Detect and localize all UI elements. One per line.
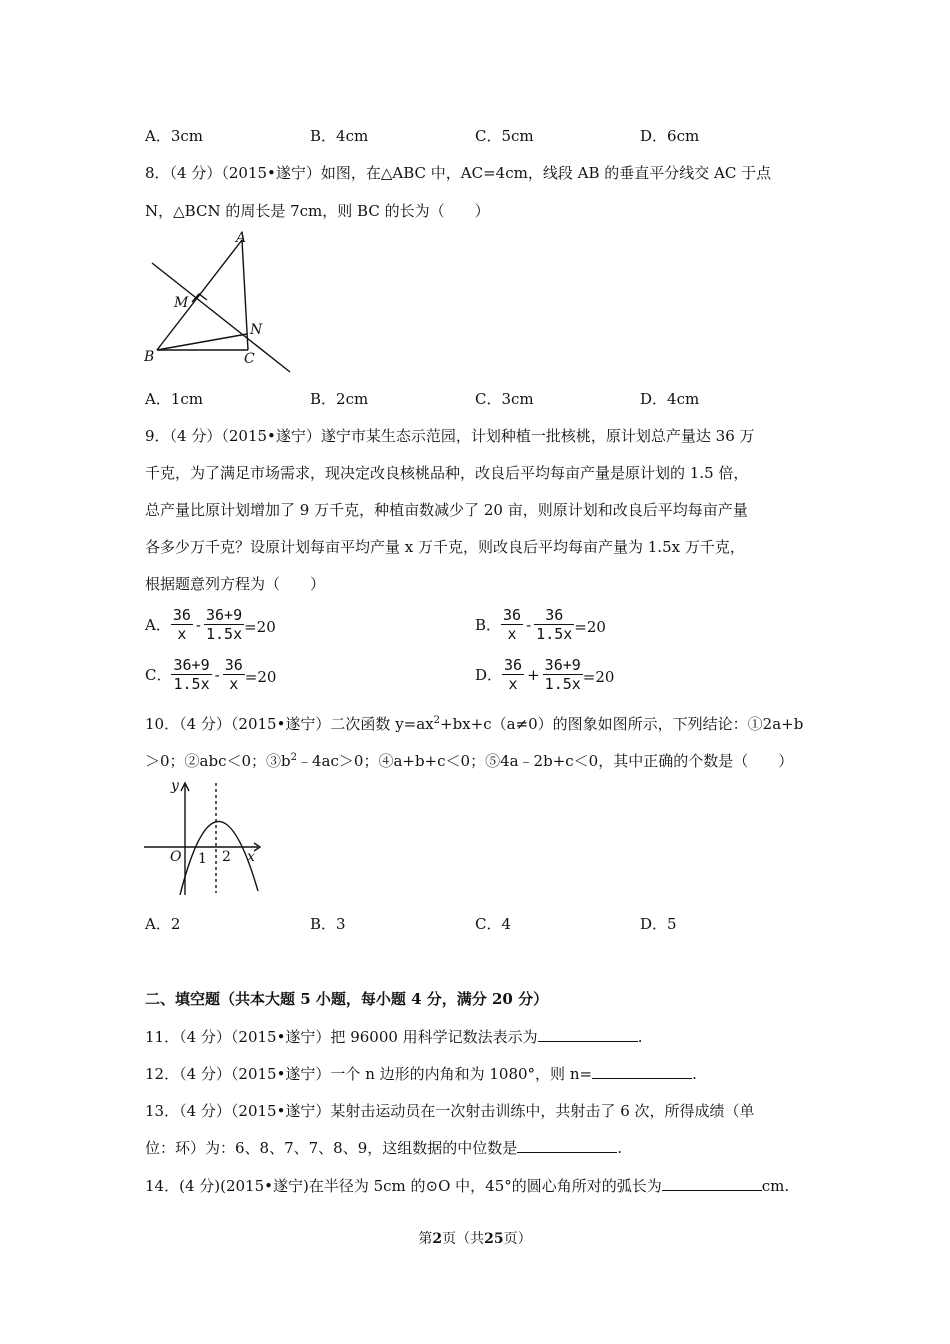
- q13-answer-blank[interactable]: [517, 1138, 617, 1153]
- q7-option-b: B．4cm: [310, 127, 369, 145]
- q9-stem-line4: 各多少万千克？设原计划每亩平均产量 x 万千克，则改良后平均每亩产量为 1.5x 万千克，: [145, 538, 745, 556]
- q8-stem-line2: N，△BCN 的周长是 7cm，则 BC 的长为（ ）: [145, 202, 490, 220]
- q9-option-b: B． $\frac{36}{x}$ - $\frac{36}{1.5x}$ =20: [475, 606, 606, 643]
- q10-stem-line2: ＞0；②abc＜0；$③b^2﹣4ac>0$；④a+b+c＜0；⑤4a﹣2b+c＜0，其中正确的个数是（ ）: [145, 752, 794, 770]
- label-y: y: [171, 778, 179, 794]
- q9-stem-line2: 千克，为了满足市场需求，现决定改良核桃品种，改良后平均每亩产量是原计划的 1.5 倍，: [145, 464, 749, 482]
- q8-option-a: A．1cm: [145, 390, 204, 408]
- segment-ac: [242, 240, 248, 350]
- q13-stem-line2: 位：环）为：6、8、7、7、8、9，这组数据的中位数是 .: [145, 1139, 623, 1157]
- q8-triangle-figure: [140, 228, 300, 376]
- q11: 11．（4 分）（2015•遂宁）把 96000 用科学记数法表示为 .: [145, 1028, 643, 1046]
- label-a: A: [236, 230, 247, 246]
- q9-option-c: C． $\frac{36+9}{1.5x}$ - $\frac{36}{x}$ =20: [145, 656, 277, 693]
- q9-option-a: A． $\frac{36}{x}$ - $\frac{36+9}{1.5x}$ =20: [145, 606, 276, 643]
- q9-stem-line3: 总产量比原计划增加了 9 万千克，种植亩数减少了 20 亩，则原计划和改良后平均每亩产量: [145, 501, 748, 519]
- q9-option-d: D． $\frac{36}{x}$ + $\frac{36+9}{1.5x}$ =20: [475, 656, 615, 693]
- q10-parabola-figure: [140, 775, 270, 900]
- q8-stem-line1: 8．（4 分）（2015•遂宁）如图，在△ABC 中，AC=4cm，线段 AB 的垂直平分线交 AC 于点: [145, 164, 772, 182]
- q13-stem-line1: 13．（4 分）（2015•遂宁）某射击运动员在一次射击训练中，共射击了 6 次，所得成绩（单: [145, 1102, 755, 1120]
- q10-option-d: D．5: [640, 915, 677, 933]
- q12-answer-blank[interactable]: [592, 1064, 692, 1079]
- q14-answer-blank[interactable]: [662, 1176, 762, 1191]
- q14: 14．(4 分)(2015•遂宁)在半径为 5cm 的⊙O 中，45°的圆心角所对的弧长为 cm.: [145, 1177, 790, 1195]
- q10-option-a: A．2: [145, 915, 181, 933]
- page-footer: 第2页（共25页）: [418, 1231, 532, 1247]
- label-origin: O: [170, 849, 182, 865]
- current-page-number: 2: [432, 1231, 443, 1247]
- label-c: C: [244, 351, 255, 367]
- label-x: x: [247, 849, 255, 865]
- label-m: M: [174, 295, 189, 311]
- perpendicular-bisector: [152, 263, 290, 372]
- q10-option-c: C．4: [475, 915, 512, 933]
- q11-answer-blank[interactable]: [538, 1027, 638, 1042]
- q9-stem-line1: 9．（4 分）（2015•遂宁）遂宁市某生态示范园，计划种植一批核桃，原计划总产量达 36 万: [145, 427, 755, 445]
- q7-option-d: D．6cm: [640, 127, 700, 145]
- q8-option-b: B．2cm: [310, 390, 369, 408]
- segment-bn: [157, 334, 247, 350]
- q8-option-c: C．3cm: [475, 390, 534, 408]
- q9-stem-line5: 根据题意列方程为（ ）: [145, 575, 326, 593]
- label-1: 1: [198, 851, 207, 867]
- section-2-title: 二、填空题（共本大题 5 小题，每小题 4 分，满分 20 分）: [145, 990, 549, 1008]
- total-page-count: 25: [484, 1231, 504, 1247]
- q12: 12．（4 分）（2015•遂宁）一个 n 边形的内角和为 1080°，则 n= .: [145, 1065, 697, 1083]
- q7-option-a: A．3cm: [145, 127, 204, 145]
- label-n: N: [250, 322, 263, 338]
- q10-option-b: B．3: [310, 915, 346, 933]
- label-2: 2: [222, 849, 231, 865]
- label-b: B: [144, 349, 155, 365]
- q10-stem-line1: 10．（4 分）（2015•遂宁）二次函数 $y=ax^2+bx+c(a\ne 0)$的图象如图所示，下列结论：①2a+b: [145, 715, 804, 733]
- q8-option-d: D．4cm: [640, 390, 700, 408]
- q7-option-c: C．5cm: [475, 127, 534, 145]
